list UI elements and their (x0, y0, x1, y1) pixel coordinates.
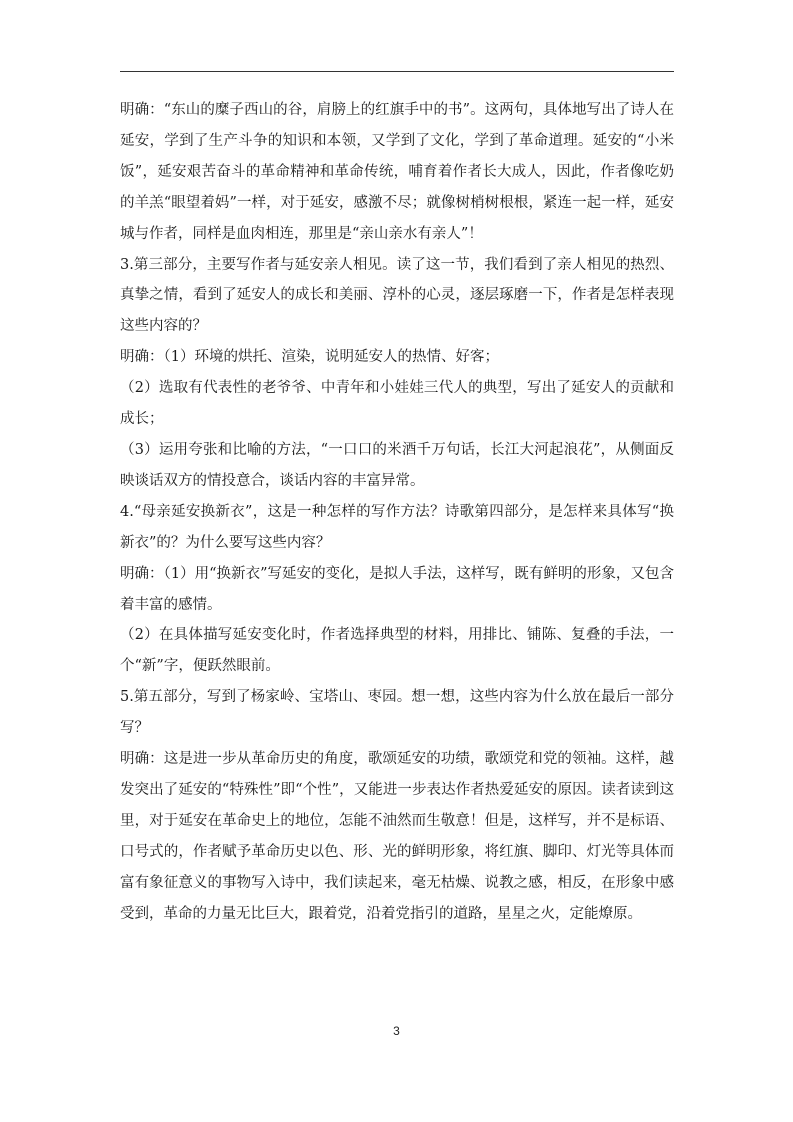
question-3: 3.第三部分，主要写作者与延安亲人相见。读了这一节，我们看到了亲人相见的热烈、真挚之情，看到了延安人的成长和美丽、淳朴的心灵，逐层琢磨一下，作者是怎样表现这些内容的？ (120, 256, 674, 335)
answer-5: 明确：这是进一步从革命历史的角度，歌颂延安的功绩，歌颂党和党的领袖。这样，越发突出了延安的“特殊性”即“个性”，又能进一步表达作者热爱延安的原因。读者读到这里，对于延安在革命史上的地位，怎能不油然而生敬意！但是，这样写，并不是标语、口号式的，作者赋予革命历史以色、形、光的鲜明形象，将红旗、脚印、灯光等具体而富有象征意义的事物写入诗中，我们读起来，毫无枯燥、说教之感，相反，在形象中感受到，革命的力量无比巨大，跟着党，沿着党指引的道路，星星之火，定能燎原。 (120, 751, 674, 922)
answer-4-point-1: 明确：（1）用“换新衣”写延安的变化，是拟人手法，这样写，既有鲜明的形象，又包含着丰富的感情。 (120, 565, 674, 613)
paragraph-explanation-2: 明确：“东山的糜子西山的谷，肩膀上的红旗手中的书”。这两句，具体地写出了诗人在延安，学到了生产斗争的知识和本领，又学到了文化，学到了革命道理。延安的“小米饭”，延安艰苦奋斗的革命精神和革命传统，哺育着作者长大成人，因此，作者像吃奶的羊羔“眼望着妈”一样，对于延安，感激不尽；就像树梢树根根，紧连一起一样，延安城与作者，同样是血肉相连，那里是“亲山亲水有亲人”！ (120, 102, 674, 242)
answer-3-point-3: （3）运用夸张和比喻的方法，“一口口的米酒千万句话，长江大河起浪花”，从侧面反映谈话双方的情投意合，谈话内容的丰富异常。 (120, 441, 674, 489)
header-rule (120, 71, 674, 72)
question-4: 4.“母亲延安换新衣”，这是一种怎样的写作方法？诗歌第四部分，是怎样来具体写“换新衣”的？为什么要写这些内容？ (120, 503, 674, 551)
answer-4-point-2: （2）在具体描写延安变化时，作者选择典型的材料，用排比、铺陈、复叠的手法，一个“新”字，便跃然眼前。 (120, 627, 674, 675)
question-5: 5.第五部分，写到了杨家岭、宝塔山、枣园。想一想，这些内容为什么放在最后一部分写？ (120, 689, 674, 737)
answer-3-point-2: （2）选取有代表性的老爷爷、中青年和小娃娃三代人的典型，写出了延安人的贡献和成长； (120, 380, 674, 428)
body-text (120, 95, 674, 929)
page-number: 3 (393, 1024, 400, 1038)
answer-3-point-1: 明确：（1）环境的烘托、渲染，说明延安人的热情、好客； (120, 349, 499, 366)
